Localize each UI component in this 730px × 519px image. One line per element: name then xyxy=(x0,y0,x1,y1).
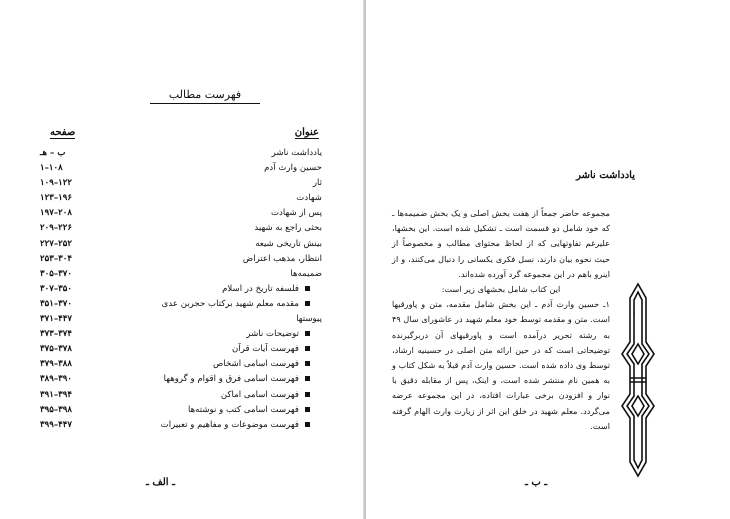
square-bullet-icon xyxy=(305,376,310,381)
toc-entry-title xyxy=(221,388,310,403)
toc-row xyxy=(40,312,322,327)
toc-entry-title-text: ضمیمه‌ها xyxy=(290,268,322,279)
toc-entry-title-text: فهرست اسامی اماکن xyxy=(220,389,299,400)
toc-entry-page: ۳۷۵–۳۷۸ xyxy=(40,344,72,355)
toc-entry-page: ۳۰۵–۳۷۰ xyxy=(40,268,72,279)
margin-number: ۱ xyxy=(632,307,637,316)
toc-entry-title-text: فهرست اسامی کتب و نوشته‌ها xyxy=(187,404,299,415)
toc-row xyxy=(40,388,322,403)
toc-row xyxy=(40,267,322,282)
toc-entry-page: ۳۷۳–۳۷۴ xyxy=(40,329,72,340)
toc-entry-page: ۲۵۳–۳۰۴ xyxy=(40,253,72,264)
toc-entry-title xyxy=(213,357,310,372)
toc-entry-title-text: فهرست اسامی فرق و اقوام و گروهها xyxy=(163,374,299,385)
toc-entry-title-text: ثار xyxy=(312,178,322,189)
toc-entry-title xyxy=(290,267,322,282)
toc-row xyxy=(40,176,322,191)
toc-entry-title-text: فهرست موضوعات و مفاهیم و تعبیرات xyxy=(160,419,299,430)
note-paragraph: این کتاب شامل بخشهای زیر است: xyxy=(441,284,561,295)
page-folio-left: ـ الف ـ xyxy=(146,477,175,488)
toc-entry-title xyxy=(164,372,310,387)
toc-entry-title-text: حسین وارث آدم xyxy=(264,163,322,174)
toc-entry-page: ۳۵۱–۳۷۰ xyxy=(40,298,72,309)
toc-entry-title xyxy=(254,221,322,236)
toc-entry-title-text: بحثی راجع به شهید xyxy=(254,223,322,234)
toc-title: فهرست مطالب xyxy=(150,88,260,104)
toc-entry-title xyxy=(246,327,310,342)
note-paragraph: ۱ـ حسین وارث آدم ـ این بخش شامل مقدمه، متن و پاورقیها است. متن و مقدمه توسط خود معلم شهید در عاشورای سال ۴۹ به رشته تحریر درآمده است و پاورقیهای آن دربرگیرنده توضیحاتی است که در حین ارائه متن اصلی در حسینیه ارشاد، توسط وی داده شده است. حسین وارث آدم قبلاً به شکل کتاب و به همین نام منتشر شده است، و اینک، پس از مقابله دقیق با نوار و افزودن برخی عبارات افتاده، در این مجموعه عرضه می‌گردد. معلم شهید در خلق این اثر از زیارت وارث الهام گرفته است. xyxy=(392,299,610,431)
square-bullet-icon xyxy=(305,361,310,366)
toc-entry-title-text: یادداشت ناشر xyxy=(271,148,322,158)
toc-entry-title-text: پس از شهادت xyxy=(270,208,322,219)
toc-row xyxy=(40,252,322,267)
square-bullet-icon xyxy=(305,407,310,412)
toc-entry-title-text: پیوستها xyxy=(296,314,322,325)
toc-entry-page: ۱–۱۰۸ xyxy=(40,163,63,174)
toc-row xyxy=(40,237,322,252)
toc-entry-page: ۳۷۱–۴۴۷ xyxy=(40,314,72,325)
toc-entry-page: ۱۲۳–۱۹۶ xyxy=(40,193,72,204)
toc-entry-title xyxy=(162,297,310,312)
square-bullet-icon xyxy=(305,346,310,351)
toc-row xyxy=(40,418,322,433)
publisher-note-page xyxy=(366,0,730,519)
toc-entry-page: ۲۰۹–۲۲۶ xyxy=(40,223,72,234)
publisher-note-body xyxy=(392,206,610,434)
toc-entry-title-text: مقدمه معلم شهید برکتاب حجربن عدی xyxy=(161,298,299,309)
toc-entry-title-text: فهرست اسامی اشخاص xyxy=(212,359,299,370)
toc-entry-title-text: فلسفه تاریخ در اسلام xyxy=(222,283,299,294)
toc-list xyxy=(40,146,322,433)
toc-row xyxy=(40,282,322,297)
square-bullet-icon xyxy=(305,331,310,336)
toc-entry-title-text: فهرست آیات قرآن xyxy=(232,344,299,355)
toc-entry-title xyxy=(232,342,310,357)
toc-entry-page: ۱۰۹–۱۲۲ xyxy=(40,178,72,189)
toc-entry-page: ۲۲۷–۲۵۲ xyxy=(40,238,72,249)
toc-page xyxy=(0,0,364,519)
toc-entry-title xyxy=(272,146,322,161)
column-header-page: صفحه xyxy=(50,127,76,138)
toc-row xyxy=(40,342,322,357)
toc-entry-title xyxy=(264,161,322,176)
toc-row xyxy=(40,191,322,206)
toc-entry-title xyxy=(161,418,310,433)
toc-entry-title-text: بینش تاریخی شیعه xyxy=(255,238,322,249)
toc-entry-title-text: توضیحات ناشر xyxy=(246,329,299,340)
column-header-title: عنوان xyxy=(294,127,319,138)
toc-entry-page: ۳۹۱–۳۹۴ xyxy=(40,389,72,400)
toc-row xyxy=(40,327,322,342)
toc-entry-title xyxy=(255,237,322,252)
toc-entry-title-text: شهادت xyxy=(296,193,322,204)
toc-row xyxy=(40,372,322,387)
toc-entry-page: ۳۰۷–۳۵۰ xyxy=(40,283,72,294)
decorative-knot-ornament xyxy=(618,282,658,478)
toc-entry-title xyxy=(243,252,322,267)
toc-row xyxy=(40,161,322,176)
toc-row xyxy=(40,146,322,161)
page-folio-right: ـ ب ـ xyxy=(525,477,548,488)
toc-entry-page: ۳۹۵–۳۹۸ xyxy=(40,404,72,415)
toc-entry-title xyxy=(296,191,322,206)
toc-row xyxy=(40,357,322,372)
toc-entry-title xyxy=(188,403,310,418)
square-bullet-icon xyxy=(305,301,310,306)
toc-entry-page: ۳۹۹–۴۴۷ xyxy=(40,419,72,430)
toc-entry-title-text: انتظار، مذهب اعتراض xyxy=(242,253,322,264)
square-bullet-icon xyxy=(305,422,310,427)
publisher-note-title: یادداشت ناشر xyxy=(576,170,635,181)
toc-entry-title xyxy=(222,282,310,297)
toc-entry-page: ۳۷۹–۳۸۸ xyxy=(40,359,72,370)
toc-row xyxy=(40,206,322,221)
toc-entry-title xyxy=(271,206,322,221)
toc-entry-page: ب – هـ xyxy=(40,148,66,158)
square-bullet-icon xyxy=(305,392,310,397)
square-bullet-icon xyxy=(305,286,310,291)
toc-entry-title xyxy=(296,312,322,327)
toc-entry-page: ۱۹۷–۲۰۸ xyxy=(40,208,72,219)
note-paragraph: مجموعه حاضر جمعاً از هفت بخش اصلی و یک بخش ضمیمه‌ها ـ که خود شامل دو قسمت است ـ تشکیل شده است. این بخشها، علیرغم تفاوتهایی که از لحاظ محتوای مطالب و مخصوصاً از حیث نحوه بیان دارند، نسل فکری یکسانی را دنبال می‌کنند، و از اینرو باهم در این مجموعه گرد آورده شده‌اند. xyxy=(392,208,610,279)
toc-row xyxy=(40,221,322,236)
toc-row xyxy=(40,403,322,418)
toc-entry-title xyxy=(313,176,322,191)
toc-entry-page: ۳۸۹–۳۹۰ xyxy=(40,374,72,385)
toc-row xyxy=(40,297,322,312)
